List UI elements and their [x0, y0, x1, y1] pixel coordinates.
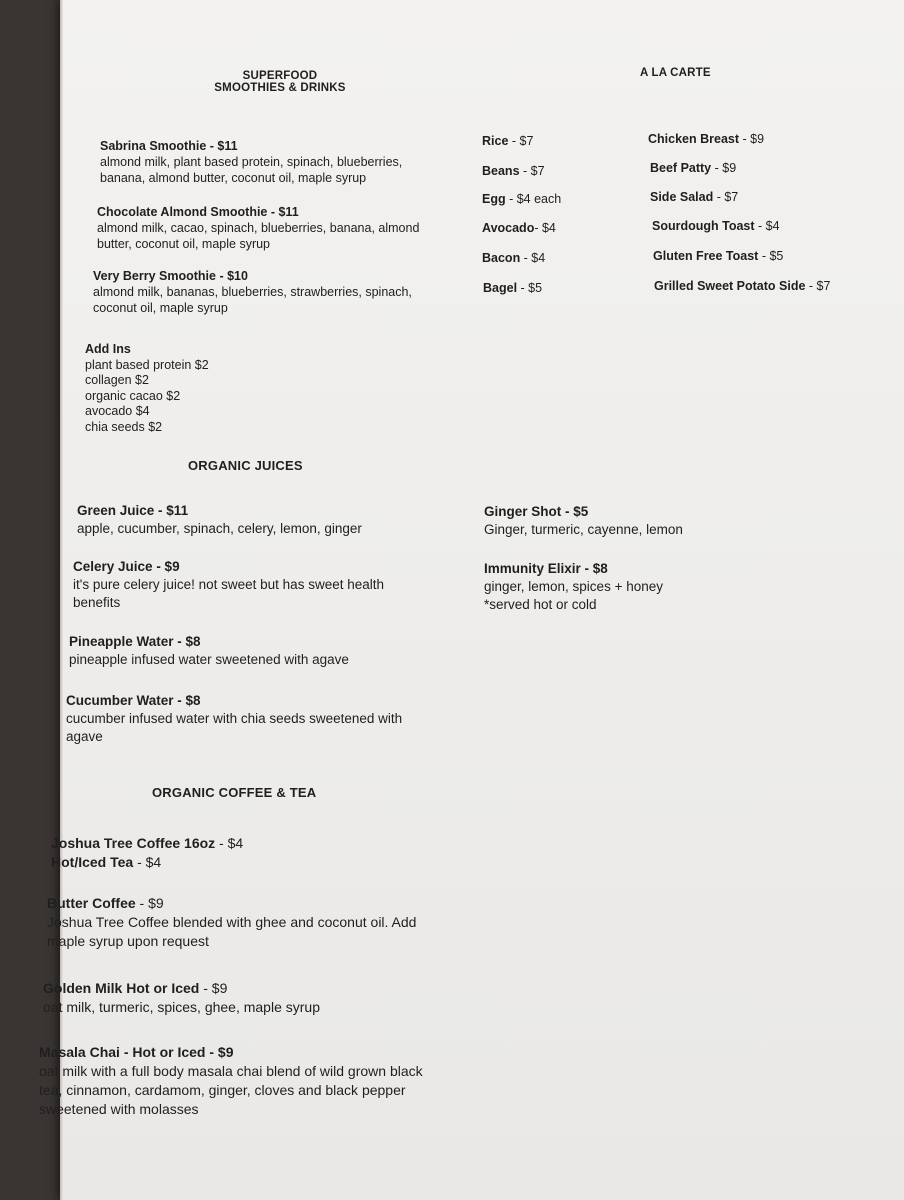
item-price: - $4: [534, 221, 556, 235]
item-price: - $8: [173, 693, 201, 708]
item-price: - $4 each: [505, 192, 562, 206]
a-la-carte-heading: A LA CARTE: [640, 67, 711, 79]
item-price: - $7: [508, 134, 534, 148]
a-la-carte-item: [482, 134, 533, 148]
menu-item-cucumber-water: [66, 692, 426, 746]
item-description: cucumber infused water with chia seeds sweetened with agave: [66, 711, 403, 744]
item-name: Cucumber Water: [66, 693, 174, 708]
menu-item-green-juice: [77, 502, 417, 538]
item-price: - $5: [758, 249, 784, 263]
item-description: oat milk, turmeric, spices, ghee, maple syrup: [43, 999, 320, 1015]
item-price: - $11: [154, 503, 189, 518]
a-la-carte-item: [483, 281, 542, 295]
item-name: Side Salad: [650, 190, 714, 204]
juices-heading: ORGANIC JUICES: [188, 458, 303, 473]
add-in-item: chia seeds $2: [85, 419, 163, 434]
menu-item-immunity-elixir: [484, 560, 784, 614]
item-price: - $9: [711, 161, 737, 175]
item-name: Gluten Free Toast: [653, 249, 759, 263]
item-name: Butter Coffee: [47, 895, 136, 911]
a-la-carte-item: [650, 161, 736, 175]
item-name: Rice: [482, 134, 509, 148]
item-name: Masala Chai - Hot or Iced: [39, 1044, 206, 1060]
item-price: - $9: [739, 132, 765, 146]
item-price: - $4: [520, 251, 546, 265]
smoothies-heading-line2: SMOOTHIES & DRINKS: [214, 82, 346, 94]
item-name: Chicken Breast: [648, 132, 740, 146]
a-la-carte-item: [482, 221, 556, 235]
item-price: - $5: [517, 281, 543, 295]
add-in-item: avocado $4: [85, 404, 150, 418]
a-la-carte-item: [650, 190, 738, 204]
item-description: apple, cucumber, spinach, celery, lemon, ginger: [77, 521, 362, 536]
a-la-carte-item: [482, 164, 545, 178]
item-price: - $8: [173, 634, 201, 649]
item-description: Joshua Tree Coffee blended with ghee and coconut oil. Add maple syrup upon request: [47, 914, 417, 949]
coffee-heading: ORGANIC COFFEE & TEA: [152, 785, 317, 800]
item-price: - $11: [267, 205, 299, 219]
add-ins-list: [85, 342, 285, 435]
smoothies-heading-line1: SUPERFOOD: [242, 70, 318, 82]
item-description: Ginger, turmeric, cayenne, lemon: [484, 522, 683, 537]
item-name: Grilled Sweet Potato Side: [654, 279, 806, 293]
item-price: - $4: [215, 835, 244, 851]
add-in-item: organic cacao $2: [85, 388, 181, 403]
item-name: Bagel: [483, 281, 518, 295]
item-description: almond milk, cacao, spinach, blueberries, banana, almond butter, coconut oil, maple syrup: [97, 221, 420, 251]
item-name: Sabrina Smoothie: [100, 139, 207, 153]
item-note: *served hot or cold: [484, 597, 597, 612]
item-description: oat milk with a full body masala chai blend of wild grown black tea, cinnamon, cardamom, ginger, cloves and black pepper sweetened with molasses: [39, 1063, 423, 1117]
item-price: - $9: [199, 980, 228, 996]
item-name: Beef Patty: [650, 161, 712, 175]
item-price: - $4: [133, 854, 162, 870]
item-price: - $7: [713, 190, 739, 204]
item-name: Sourdough Toast: [652, 219, 755, 233]
item-name: Immunity Elixir: [484, 561, 581, 576]
menu-item-celery-juice: [73, 558, 413, 612]
paper-edge: [60, 0, 63, 1200]
item-name: Very Berry Smoothie: [93, 269, 216, 283]
item-price: - $5: [561, 504, 589, 519]
item-name: Beans: [482, 164, 520, 178]
item-price: - $9: [205, 1044, 234, 1060]
add-in-item: collagen $2: [85, 373, 149, 387]
item-description: pineapple infused water sweetened with agave: [69, 652, 349, 667]
item-name: Celery Juice: [73, 559, 153, 574]
item-price: - $4: [754, 219, 780, 233]
item-description: it's pure celery juice! not sweet but has sweet health benefits: [73, 577, 384, 610]
menu-item-golden-milk: [43, 979, 423, 1017]
item-price: - $9: [152, 559, 180, 574]
item-price: - $8: [580, 561, 608, 576]
item-price: - $11: [206, 139, 238, 153]
item-description: almond milk, plant based protein, spinach, blueberries, banana, almond butter, coconut oil, maple syrup: [100, 155, 403, 185]
item-name: Avocado: [482, 221, 535, 235]
a-la-carte-item: [654, 279, 830, 293]
item-description: almond milk, bananas, blueberries, strawberries, spinach, coconut oil, maple syrup: [93, 285, 412, 315]
add-ins-title: Add Ins: [85, 342, 131, 356]
item-description: ginger, lemon, spices + honey: [484, 579, 663, 594]
a-la-carte-item: [482, 251, 545, 265]
item-name: Egg: [482, 192, 506, 206]
a-la-carte-item: [653, 249, 783, 263]
item-name: Chocolate Almond Smoothie: [97, 205, 268, 219]
menu-item-sabrina-smoothie: [100, 138, 430, 186]
item-name: Golden Milk Hot or Iced: [43, 980, 200, 996]
item-name: Joshua Tree Coffee 16oz: [51, 835, 216, 851]
menu-item-ginger-shot: [484, 503, 784, 539]
menu-item-butter-coffee: [47, 894, 427, 951]
item-price: - $7: [519, 164, 545, 178]
item-name: Bacon: [482, 251, 521, 265]
a-la-carte-item: [648, 132, 764, 146]
item-name: Hot/Iced Tea: [51, 854, 134, 870]
menu-item-chocolate-almond-smoothie: [97, 204, 442, 252]
menu-item-hot-iced-tea: [51, 853, 351, 872]
item-price: - $9: [135, 895, 164, 911]
item-price: - $10: [215, 269, 248, 283]
a-la-carte-item: [482, 192, 561, 206]
item-name: Ginger Shot: [484, 504, 562, 519]
menu-item-joshua-tree-coffee: [51, 834, 351, 872]
menu-item-masala-chai: [39, 1043, 434, 1119]
item-name: Green Juice: [77, 503, 155, 518]
item-name: Pineapple Water: [69, 634, 174, 649]
item-price: - $7: [805, 279, 831, 293]
a-la-carte-item: [652, 219, 780, 233]
add-in-item: plant based protein $2: [85, 357, 209, 372]
menu-item-pineapple-water: [69, 633, 409, 669]
smoothies-heading: [200, 70, 360, 94]
menu-item-very-berry-smoothie: [93, 268, 438, 316]
